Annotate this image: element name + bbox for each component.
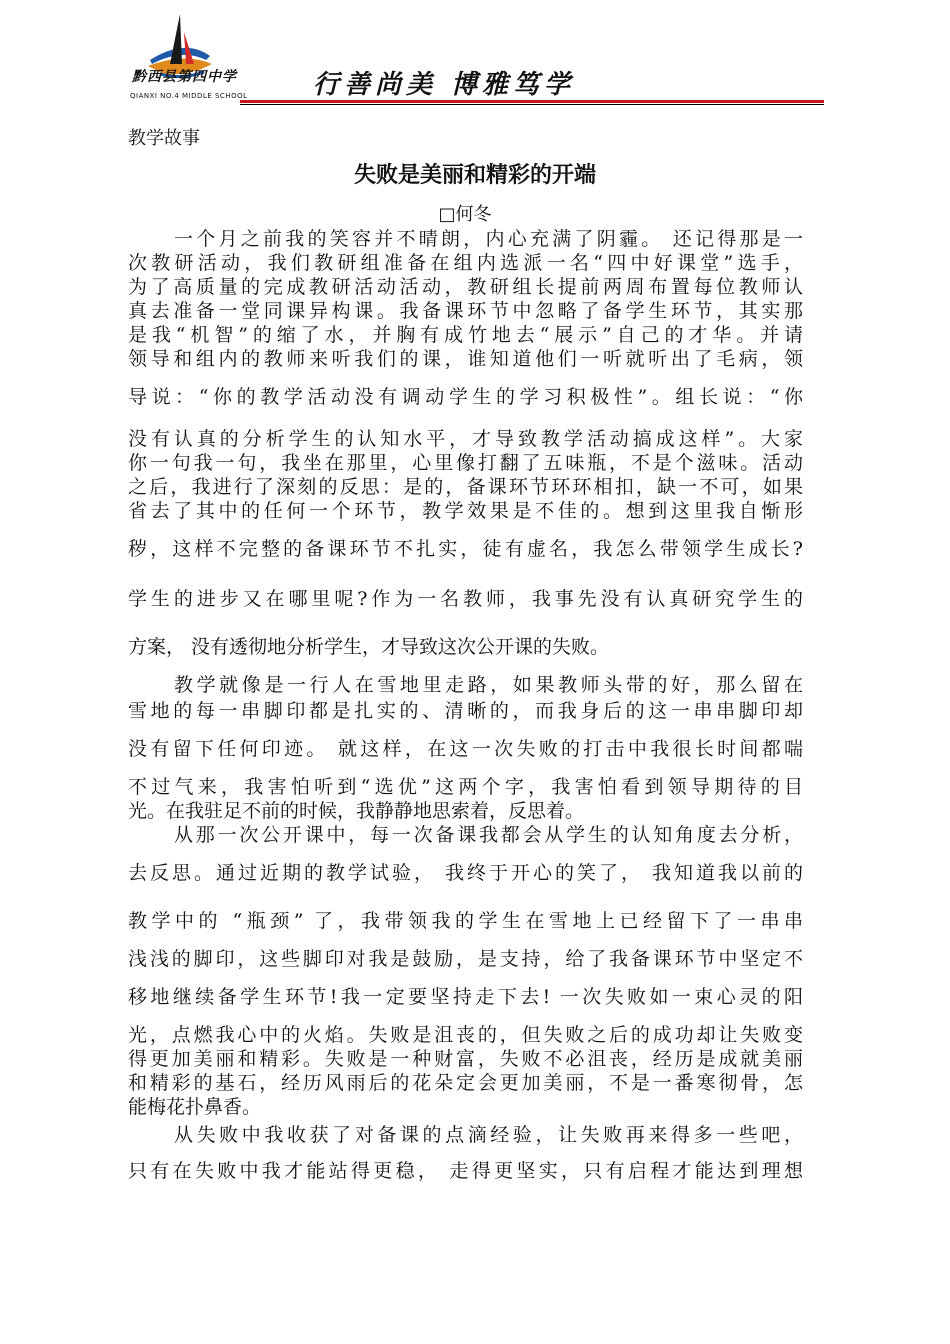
body-line: 一个月之前我的笑容并不晴朗，内心充满了阴霾。 还记得那是一 (174, 228, 803, 250)
body-line: 教学中的 “瓶颈” 了，我带领我的学生在雪地上已经留下了一串串 (128, 910, 803, 932)
body-line: 次教研活动，我们教研组准备在组内选派一名“四中好课堂”选手， (128, 252, 803, 274)
body-line: 是我“机智”的缩了水，并胸有成竹地去“展示”自己的才华。并请 (128, 324, 803, 346)
body-line: 没有留下任何印迹。 就这样，在这一次失败的打击中我很长时间都喘 (128, 738, 803, 760)
body-line: 只有在失败中我才能站得更稳， 走得更坚实，只有启程才能达到理想 (128, 1160, 803, 1182)
body-line: 教学就像是一行人在雪地里走路，如果教师头带的好，那么留在 (174, 674, 803, 696)
article-title: 失败是美丽和精彩的开端 (353, 163, 596, 188)
article-author: □何冬 (438, 204, 492, 225)
body-line: 去反思。通过近期的教学试验， 我终于开心的笑了， 我知道我以前的 (128, 862, 803, 884)
body-line: 导说：“你的教学活动没有调动学生的学习积极性”。组长说：“你 (128, 386, 803, 408)
body-line: 能梅花扑鼻香。 (128, 1096, 262, 1118)
body-line: 真去准备一堂同课异构课。我备课环节中忽略了备学生环节，其实那 (128, 300, 803, 322)
body-line: 光，点燃我心中的火焰。失败是沮丧的，但失败之后的成功却让失败变 (128, 1024, 803, 1046)
body-line: 你一句我一句，我坐在那里，心里像打翻了五味瓶，不是个滋味。活动 (128, 452, 803, 474)
body-line: 秽，这样不完整的备课环节不扎实，徒有虚名，我怎么带领学生成长? (128, 538, 803, 560)
body-line: 从那一次公开课中，每一次备课我都会从学生的认知角度去分析， (174, 824, 803, 846)
section-category: 教学故事 (128, 128, 200, 149)
body-line: 省去了其中的任何一个环节，教学效果是不佳的。想到这里我自惭形 (128, 500, 803, 522)
letterhead (0, 0, 950, 110)
body-line: 方案， 没有透彻地分析学生，才导致这次公开课的失败。 (128, 636, 610, 658)
body-line: 为了高质量的完成教研活动活动，教研组长提前两周布置每位教师认 (128, 276, 803, 298)
body-line: 和精彩的基石，经历风雨后的花朵定会更加美丽，不是一番寒彻骨，怎 (128, 1072, 803, 1094)
body-line: 光。在我驻足不前的时候，我静静地思索着，反思着。 (128, 800, 585, 822)
header-rule-black (240, 104, 824, 105)
body-line: 学生的进步又在哪里呢?作为一名教师，我事先没有认真研究学生的 (128, 588, 803, 610)
school-name-en: QIANXI NO.4 MIDDLE SCHOOL (130, 92, 248, 100)
body-line: 没有认真的分析学生的认知水平，才导致教学活动搞成这样”。大家 (128, 428, 803, 450)
header-rule-red (240, 100, 824, 103)
body-line: 从失败中我收获了对备课的点滴经验，让失败再来得多一些吧， (174, 1124, 803, 1146)
school-name-cn: 黔西县第四中学 (132, 69, 237, 85)
body-line: 移地继续备学生环节!我一定要坚持走下去! 一次失败如一束心灵的阳 (128, 986, 803, 1008)
body-line: 不过气来，我害怕听到“选优”这两个字，我害怕看到领导期待的目 (128, 776, 803, 798)
school-motto: 行善尚美 博雅笃学 (313, 70, 576, 100)
body-line: 领导和组内的教师来听我们的课，谁知道他们一听就听出了毛病，领 (128, 348, 803, 370)
body-line: 之后，我进行了深刻的反思：是的，备课环节环环相扣，缺一不可，如果 (128, 476, 803, 498)
body-line: 浅浅的脚印，这些脚印对我是鼓励，是支持，给了我备课环节中坚定不 (128, 948, 803, 970)
body-line: 得更加美丽和精彩。失败是一种财富，失败不必沮丧，经历是成就美丽 (128, 1048, 803, 1070)
body-line: 雪地的每一串脚印都是扎实的、清晰的，而我身后的这一串串脚印却 (128, 700, 803, 722)
